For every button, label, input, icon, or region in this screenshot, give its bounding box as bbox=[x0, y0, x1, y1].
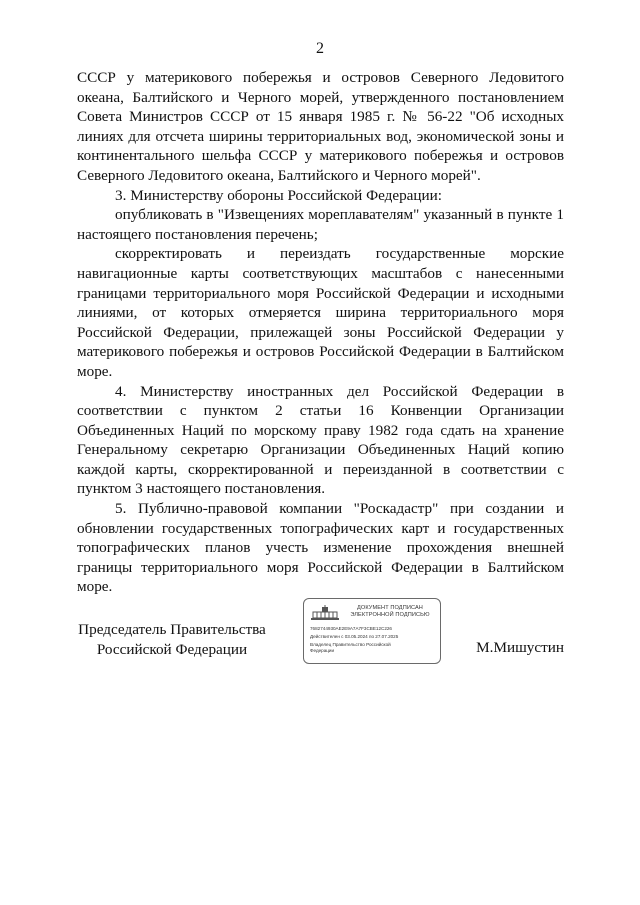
stamp-heading-line2: ЭЛЕКТРОННОЙ ПОДПИСЬЮ bbox=[350, 612, 430, 618]
stamp-validity: Действителен с 03.05.2024 по 27.07.2025 bbox=[310, 634, 399, 639]
stamp-owner-line1: Владелец Правительство Российской bbox=[310, 642, 391, 647]
stamp-heading bbox=[342, 605, 438, 619]
electronic-signature-stamp bbox=[303, 598, 441, 664]
signatory-title bbox=[77, 620, 267, 659]
page-number: 2 bbox=[316, 40, 324, 57]
paragraph-item-5: 5. Публично-правовой компании "Роскадастр" при создании и обновлении государственных топографических карт и государственных топографических планов учесть изменение прохождения внешней границы территориального моря Российской Федерации в Балтийском море. bbox=[77, 500, 564, 596]
signatory-name: М.Мишустин bbox=[476, 639, 564, 656]
stamp-heading-line1: ДОКУМЕНТ ПОДПИСАН bbox=[357, 605, 423, 611]
signatory-title-line2: Российской Федерации bbox=[96, 640, 248, 658]
paragraph-item-4: 4. Министерству иностранных дел Российской Федерации в соответствии с пунктом 2 статьи 16 Конвенции Организации Объединенных Наций по морскому праву 1982 года сдать на хранение Генеральному секретарю Организации Объединенных Наций копию каждой карты, скорректированной и переизданной в соответствии с пунктом 3 настоящего постановления. bbox=[77, 382, 564, 498]
paragraph-item-3: 3. Министерству обороны Российской Федерации: bbox=[115, 186, 443, 204]
paragraph-item-3-correct: скорректировать и переиздать государственные морские навигационные карты соответствующих масштабов с нанесенными границами территориального моря Российской Федерации и исходными линиями, от которых отмеряется ширина территориального моря Российской Федерации, прилежащей зоны Российской Федерации у материкового побережья и островов Российской Федерации в Балтийском море. bbox=[77, 245, 564, 380]
government-building-icon bbox=[310, 605, 340, 621]
paragraph-item-3-publish: опубликовать в "Извещениях мореплавателям" указанный в пункте 1 настоящего постановления перечень; bbox=[77, 206, 564, 243]
stamp-certificate: 7682744930AE2E9A7A7F3CBE12C226 bbox=[310, 626, 392, 631]
document-body bbox=[77, 68, 564, 597]
paragraph-continuation: СССР у материкового побережья и островов Северного Ледовитого океана, Балтийского и Черного морей, утвержденного постановлением Совета Министров СССР от 15 января 1985 г. № 56-22 "Об исходных линиях для отсчета ширины территориальных вод, экономической зоны и континентального шельфа СССР у материкового побережья и островов Северного Ледовитого океана, Балтийского и Черного морей". bbox=[77, 69, 564, 184]
signatory-title-line1: Председатель Правительства bbox=[78, 621, 266, 638]
stamp-owner-line2: Федерации bbox=[310, 648, 335, 653]
